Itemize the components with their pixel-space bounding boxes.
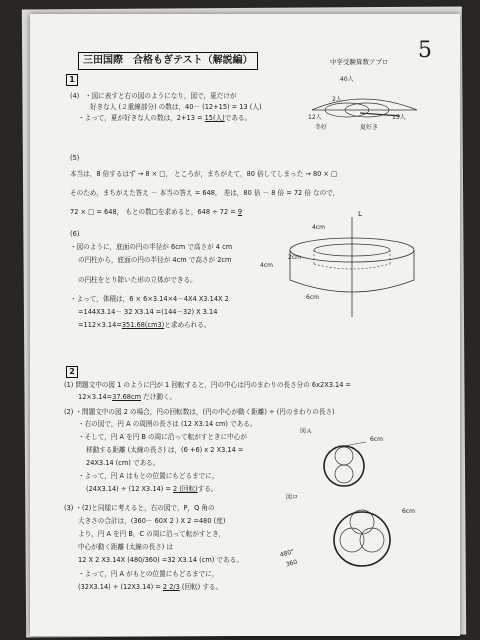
p2-line1: (2) ・問題文中の図 2 の場合，円の回転数は，(円の中心が動く距離) ÷ (円のまわりの長さ): [64, 408, 335, 416]
cylinder-inner-height-label: 2cm: [288, 254, 301, 261]
p2-line7-text: (24X3.14) ÷ (12 X3.14) =: [86, 485, 173, 493]
p2-line3: ・そして，円 A を円 B の周に沿って転がすときに中心が: [78, 433, 247, 441]
p3-line7-end: (回転) する。: [179, 583, 223, 591]
p3-answer: 2 2/3: [162, 583, 180, 591]
q4-line2: 好きな人 (２重線部分) の数は，40－ (12+15) = 13 (人): [90, 103, 262, 111]
p2-line4: 移動する距離 (太線の長さ) は，(6 +6) x 2 X3.14 =: [86, 446, 244, 454]
q6-line6-end: と求められる。: [164, 321, 211, 329]
document-page: [30, 14, 460, 636]
p3-line1: (3) ・(2)と同様に考えると，右の図で，P，Q 角の: [64, 504, 215, 512]
q6-answer: 351.68(cm3): [121, 321, 165, 329]
page-number: 5: [418, 38, 432, 63]
p1-answer: 37.68cm: [112, 393, 142, 401]
figure-1-label: 図Ａ: [300, 428, 313, 435]
rolling-circle-figure-1: [316, 434, 376, 494]
q4-line3: [78, 114, 251, 123]
cylinder-axis-label: L: [358, 210, 362, 218]
cylinder-sketch: [272, 212, 432, 322]
figure-2-radius-label: 6cm: [402, 508, 415, 515]
p3-line7: [78, 583, 222, 592]
figure-2-fraction-note: 360: [285, 558, 299, 569]
q6-line6: [78, 321, 210, 330]
rolling-circle-figure-2: [326, 502, 406, 572]
figure-2-angle-note: 480°: [279, 548, 295, 559]
p1-line2-end: だけ動く。: [141, 393, 176, 401]
q5-line2: そのため，まちがえた答え － 本当の答え = 648， 差は，80 倍 － 8 倍 = 72 倍 なので，: [70, 189, 340, 197]
p1-line1: (1) 問題文中の図 1 のように円が 1 回転すると，円の中心は円のまわりの長さ分の 6x2X3.14 =: [64, 381, 352, 389]
venn-summer-label: 夏好き: [360, 124, 379, 131]
p2-line6: ・よって，円 A はもとの位置にもどるまでに，: [78, 472, 219, 480]
q4-label: (4): [70, 92, 80, 100]
p2-line7: [86, 485, 217, 494]
publisher-label: 中学受験算数アプロ: [330, 58, 389, 66]
q5-line1: 本当は，8 倍するはず → 8 × □， ところが，まちがえて，80 倍してしまった → 80 × □: [70, 170, 338, 178]
q5-line3: [70, 208, 242, 217]
q6-label: (6): [70, 230, 80, 238]
q5-line3-text: 72 × □ = 648， もとの数□を求めると，648 ÷ 72 =: [70, 208, 238, 216]
figure-1-radius-label: 6cm: [370, 436, 383, 443]
venn-left-label: 12人: [308, 114, 322, 121]
q4-line3-text: ・よって，夏が好きな人の数は，2+13 =: [78, 114, 205, 122]
p3-line6: ・よって，円 A がもとの位置にもどるまでに，: [78, 570, 219, 578]
venn-both-label: 2人: [332, 96, 342, 103]
q5-answer: 9: [237, 208, 243, 216]
p2-line5: 24X3.14 (cm) である。: [86, 459, 160, 467]
document-title: 三田国際 合格もぎテスト（解説編）: [78, 52, 258, 70]
section-1-number: 1: [66, 74, 78, 86]
q4-line3-end: である。: [224, 114, 252, 122]
q6-line2: の円柱から，底面の円の半径が 4cm で高さが 2cm: [78, 256, 232, 264]
p2-line2: ・右の図で，円 A の周囲の長さは (12 X3.14 cm) である。: [78, 420, 257, 428]
figure-2-label: 図ロ: [286, 494, 299, 501]
p3-line3: より，円 A を円 B，C の周に沿って転がすとき，: [78, 530, 226, 538]
q6-line4: ・よって，体積は，6 × 6×3.14×4－4X4 X3.14X 2: [70, 295, 229, 303]
q4-line1: ・図に表すと右の図のようになり，図で，夏だけが: [85, 92, 237, 100]
q6-line5: =144X3.14－ 32 X3.14 =(144－32) X 3.14: [78, 308, 218, 316]
section-2-number: 2: [66, 366, 78, 378]
q5-label: (5): [70, 154, 80, 162]
p2-line7-end: する。: [197, 485, 218, 493]
p3-line7-text: (32X3.14) ÷ (12X3.14) =: [78, 583, 163, 591]
q6-line3: の円柱をとり除いた形の立体ができる。: [78, 276, 197, 284]
p3-line5: 12 X 2 X3.14X (480/360) =32 X3.14 (cm) である。: [78, 556, 243, 564]
p1-line2: [78, 393, 176, 402]
cylinder-inner-radius-label: 4cm: [312, 224, 325, 231]
p3-line2: 大きさの合計は，(360－ 60X 2 ) X 2 =480 (度): [78, 517, 226, 525]
venn-winter-label: 冬好: [315, 124, 328, 131]
p2-answer: 2 (回転): [173, 485, 198, 493]
cylinder-outer-radius-label: 6cm: [306, 294, 319, 301]
q6-line1: ・図のように，底面の円の半径が 6cm で高さが 4 cm: [70, 243, 233, 251]
q4-answer: 15(人): [204, 114, 225, 122]
q6-line6-text: =112×3.14=: [78, 321, 122, 329]
venn-total-label: 40人: [340, 76, 354, 83]
venn-right-label: 15人: [392, 114, 406, 121]
p1-line2-text: 12×3.14=: [78, 393, 113, 401]
p3-line4: 中心が動く距離 (太線の長さ) は: [78, 543, 174, 551]
cylinder-outer-height-label: 4cm: [260, 262, 273, 269]
